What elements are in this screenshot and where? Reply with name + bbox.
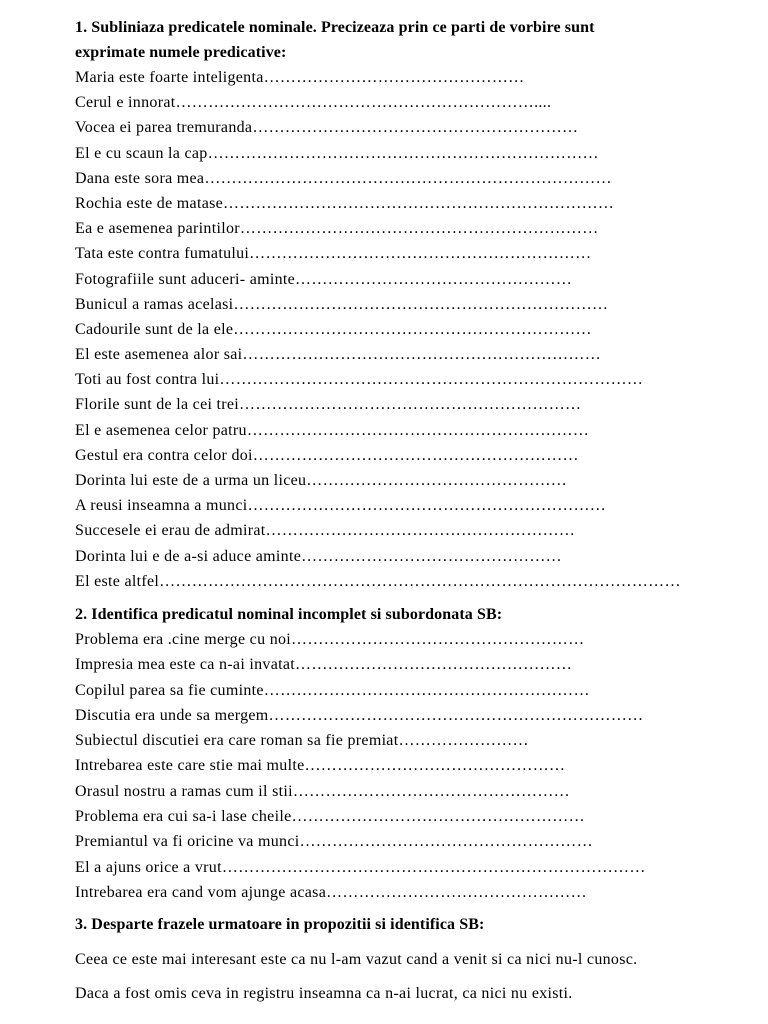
exercise-line: Impresia mea este ca n-ai invatat…………………………………………… — [75, 656, 573, 674]
exercise-line: Cadourile sunt de la ele………………………………………………………… — [75, 320, 592, 338]
exercise-line: El e asemenea celor patru……………………………………………………… — [75, 421, 590, 439]
exercise-line: Maria este foarte inteligenta………………………………………… — [75, 69, 525, 86]
worksheet-page — [75, 15, 755, 1006]
exercise-line: El e cu scaun la cap……………………………………………………………… — [75, 144, 599, 162]
section3-title: 3. Desparte frazele urmatoare in propozitii si identifica SB: — [75, 916, 485, 934]
exercise-line: Florile sunt de la cei trei……………………………………………………… — [75, 396, 582, 414]
exercise-line: Subiectul discutiei era care roman sa fie premiat…………………… — [75, 732, 529, 750]
exercise-line: El a ajuns orice a vrut…………………………………………………………………… — [75, 858, 646, 876]
section3-sentence: Daca a fost omis ceva in registru inseamna ca n-ai lucrat, ca nici nu existi. — [75, 985, 573, 1003]
exercise-line: Intrebarea era cand vom ajunge acasa………………………………………… — [75, 883, 587, 901]
exercise-line: Dorinta lui e de a-si aduce aminte………………………………………… — [75, 547, 562, 565]
exercise-line: Gestul era contra celor doi…………………………………………………… — [75, 446, 579, 464]
exercise-line: Ea e asemenea parintilor………………………………………………………… — [75, 220, 599, 238]
exercise-line: Vocea ei parea tremuranda…………………………………………………… — [75, 119, 579, 137]
section1-title-line: exprimate numele predicative: — [75, 44, 287, 61]
section2-title: 2. Identifica predicatul nominal incomplet si subordonata SB: — [75, 605, 503, 623]
section1-exercise-list — [75, 65, 755, 594]
exercise-line: Problema era cui sa-i lase cheile……………………………………………… — [75, 808, 585, 826]
section1-title-line: 1. Subliniaza predicatele nominale. Precizeaza prin ce parti de vorbire sunt — [75, 19, 595, 36]
exercise-line: Intrebarea este care stie mai multe………………………………………… — [75, 757, 566, 775]
section1-title — [75, 15, 755, 65]
exercise-line: Tata este contra fumatului……………………………………………………… — [75, 245, 592, 263]
exercise-line: Bunicul a ramas acelasi…………………………………………………………… — [75, 295, 609, 313]
exercise-line: Discutia era unde sa mergem…………………………………………………………… — [75, 706, 644, 724]
exercise-line: A reusi inseamna a munci………………………………………………………… — [75, 497, 607, 515]
exercise-line: Dana este sora mea………………………………………………………………… — [75, 169, 612, 187]
exercise-line: Rochia este de matase……………………………………………………………… — [75, 194, 615, 212]
exercise-line: Premiantul va fi oricine va munci……………………………………………… — [75, 833, 593, 851]
exercise-line: Cerul e innorat………………………………………………………….... — [75, 94, 552, 112]
section3-sentence: Ceea ce este mai interesant este ca nu l-am vazut cand a venit si ca nici nu-l cunosc. — [75, 951, 638, 969]
exercise-line: Fotografiile sunt aduceri- aminte…………………………………………… — [75, 270, 573, 288]
exercise-line: Dorinta lui este de a urma un liceu………………………………………… — [75, 472, 568, 489]
exercise-line: Toti au fost contra lui…………………………………………………………………… — [75, 371, 644, 389]
exercise-line: Copilul parea sa fie cuminte…………………………………………………… — [75, 681, 590, 699]
exercise-line: Succesele ei erau de admirat………………………………………………… — [75, 522, 576, 540]
section2-exercise-list — [75, 627, 755, 905]
exercise-line: El este asemenea alor sai………………………………………………………… — [75, 346, 602, 364]
exercise-line: Orasul nostru a ramas cum il stii…………………………………………… — [75, 782, 570, 800]
exercise-line: Problema era .cine merge cu noi……………………………………………… — [75, 630, 585, 648]
exercise-line: El este altfel…………………………………………………………………………………… — [75, 572, 681, 590]
